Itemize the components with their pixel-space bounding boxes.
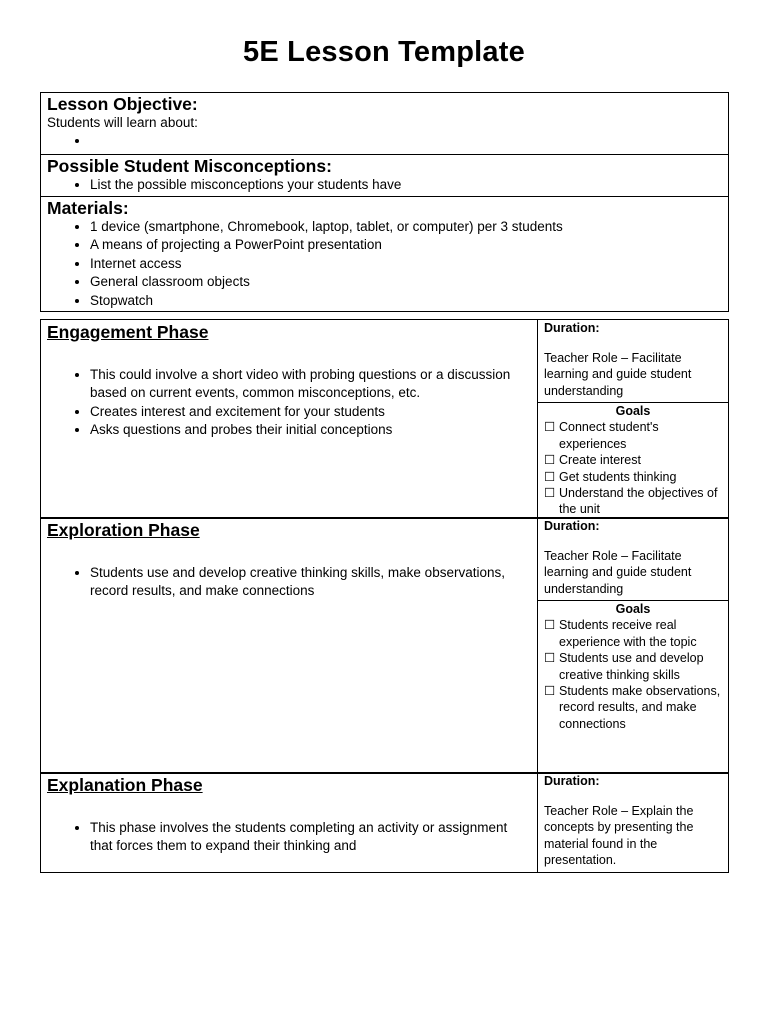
list-item: • This could involve a short video with probing questions or a discussion based on current events, common misconceptions, etc. <box>90 366 531 403</box>
duration-label: Duration: <box>544 321 600 335</box>
phase-heading: Exploration Phase <box>47 520 200 540</box>
checkbox-icon: ☐ <box>544 486 556 501</box>
goal-item <box>544 485 722 518</box>
duration-cell <box>538 320 728 403</box>
exploration-phase <box>40 517 729 774</box>
goals-heading: Goals <box>615 602 651 616</box>
goal-item <box>544 650 722 683</box>
checkbox-icon: ☐ <box>544 684 556 699</box>
goals-heading: Goals <box>615 404 651 418</box>
teacher-role: Teacher Role – Explain the concepts by presenting the material found in the presentation. <box>544 804 694 868</box>
list-item: • 1 device (smartphone, Chromebook, laptop, tablet, or computer) per 3 students <box>90 218 722 236</box>
objective-list <box>47 132 722 150</box>
checkbox-icon: ☐ <box>544 453 556 468</box>
duration-label: Duration: <box>544 519 600 533</box>
goal-text: Connect student's experiences <box>559 420 659 451</box>
engagement-description <box>41 320 538 518</box>
materials-list <box>47 218 722 310</box>
misconceptions-list <box>47 176 722 194</box>
phase-heading: Explanation Phase <box>47 775 203 795</box>
goal-text: Understand the objectives of the unit <box>559 486 718 517</box>
checkbox-icon: ☐ <box>544 651 556 666</box>
list-item: • Asks questions and probes their initial conceptions <box>90 421 531 439</box>
goal-item <box>544 683 722 732</box>
objective-section <box>41 94 728 155</box>
lesson-info-box <box>40 92 729 312</box>
goal-text: Students receive real experience with the topic <box>559 618 697 649</box>
list-item: • General classroom objects <box>90 273 722 291</box>
misconceptions-heading: Possible Student Misconceptions: <box>47 156 332 176</box>
goal-text: Get students thinking <box>559 469 677 484</box>
checkbox-icon: ☐ <box>544 420 556 435</box>
list-item: • Stopwatch <box>90 292 722 310</box>
explanation-details <box>538 773 728 872</box>
duration-cell <box>538 773 728 872</box>
list-item: • Internet access <box>90 255 722 273</box>
materials-section <box>41 198 728 314</box>
exploration-details <box>538 518 728 773</box>
misconceptions-section <box>41 156 728 197</box>
goal-item <box>544 617 722 650</box>
page-title: 5E Lesson Template <box>243 36 525 68</box>
goal-text: Students make observations, record results, and make connections <box>559 684 721 731</box>
goal-item <box>544 419 722 452</box>
engagement-phase <box>40 319 729 519</box>
list-item: • This phase involves the students completing an activity or assignment that forces them to expand their thinking and <box>90 819 531 856</box>
list-item: • List the possible misconceptions your students have <box>90 176 722 194</box>
list-item: • Students use and develop creative thinking skills, make observations, record results, and make connections <box>90 564 531 601</box>
goal-text: Students use and develop creative thinking skills <box>559 651 704 682</box>
list-item: • Creates interest and excitement for your students <box>90 403 531 421</box>
checkbox-icon: ☐ <box>544 469 556 484</box>
duration-cell <box>538 518 728 601</box>
explanation-description <box>41 773 538 872</box>
phase-heading: Engagement Phase <box>47 322 209 342</box>
phase-bullets <box>47 819 531 856</box>
teacher-role: Teacher Role – Facilitate learning and guide student understanding <box>544 549 692 596</box>
objective-heading: Lesson Objective: <box>47 94 198 114</box>
phase-bullets <box>47 366 531 440</box>
goal-item <box>544 452 722 468</box>
checkbox-icon: ☐ <box>544 618 556 633</box>
list-item: • A means of projecting a PowerPoint presentation <box>90 236 722 254</box>
explanation-phase <box>40 772 729 873</box>
goals-cell <box>538 601 728 732</box>
goal-item <box>544 469 722 485</box>
teacher-role: Teacher Role – Facilitate learning and guide student understanding <box>544 351 692 398</box>
engagement-details <box>538 320 728 518</box>
duration-label: Duration: <box>544 774 600 788</box>
objective-text: Students will learn about: <box>47 115 198 130</box>
list-item <box>90 132 722 150</box>
goal-text: Create interest <box>559 453 641 468</box>
goals-cell <box>538 403 728 518</box>
materials-heading: Materials: <box>47 198 129 218</box>
phase-bullets <box>47 564 531 601</box>
exploration-description <box>41 518 538 773</box>
